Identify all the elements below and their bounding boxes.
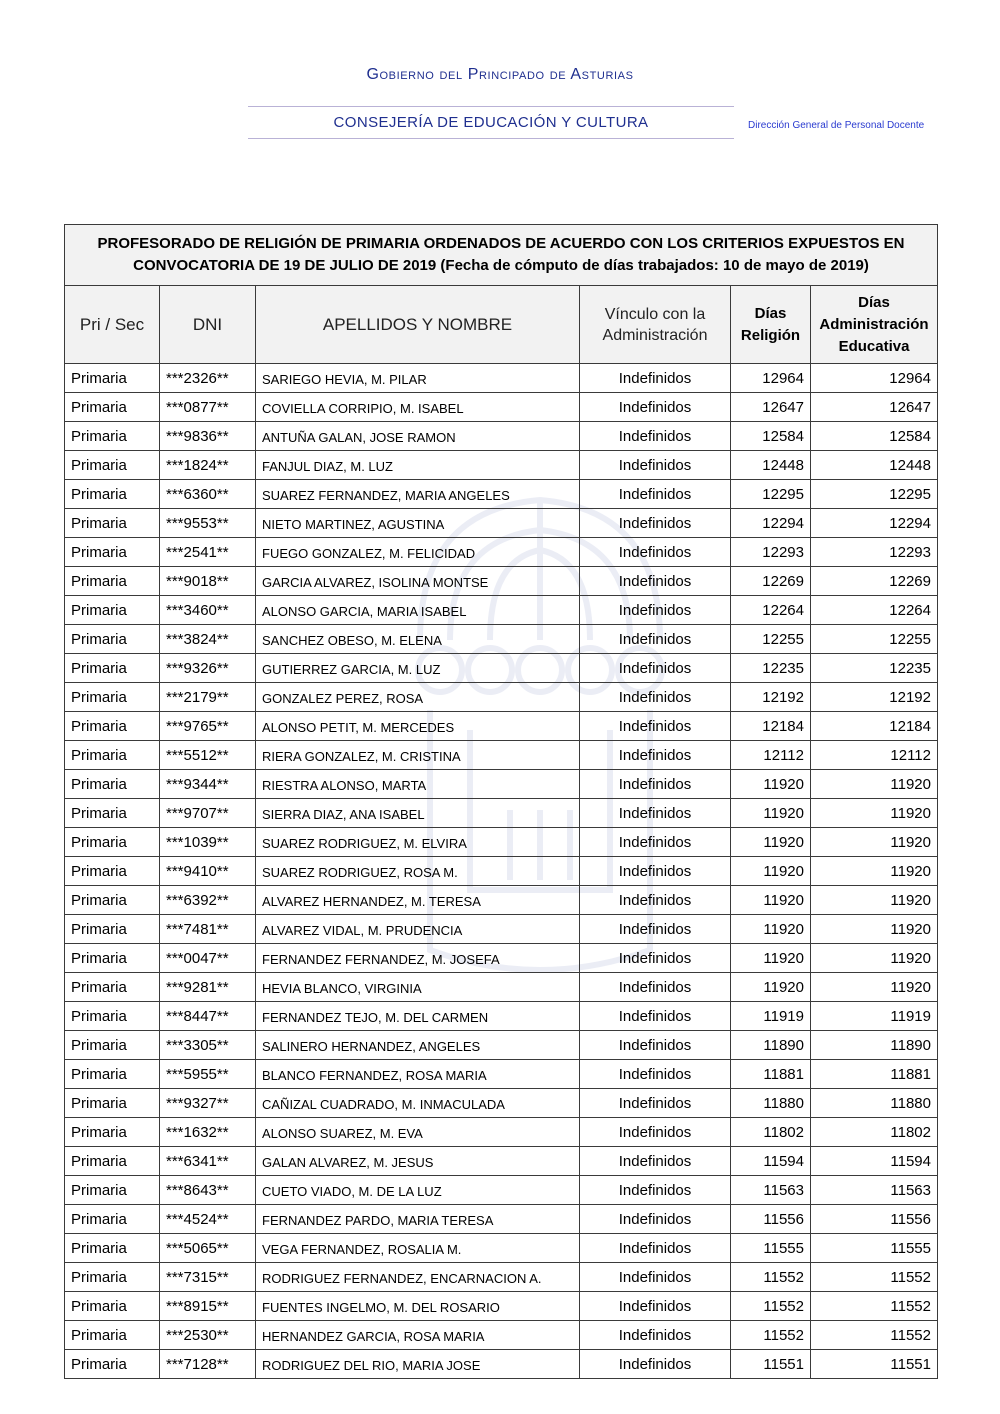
cell-dias-religion: 12584 bbox=[731, 422, 811, 451]
header-divider-bottom bbox=[248, 138, 734, 139]
cell-name: FERNANDEZ TEJO, M. DEL CARMEN bbox=[256, 1002, 580, 1031]
cell-dni: ***1039** bbox=[160, 828, 256, 857]
cell-tipo: Primaria bbox=[65, 915, 160, 944]
cell-dias-admin: 12964 bbox=[811, 364, 938, 393]
table-row bbox=[65, 683, 938, 712]
cell-dias-admin: 12184 bbox=[811, 712, 938, 741]
cell-dias-religion: 11920 bbox=[731, 770, 811, 799]
table-row bbox=[65, 364, 938, 393]
cell-vinculo: Indefinidos bbox=[580, 944, 731, 973]
cell-dias-religion: 11920 bbox=[731, 857, 811, 886]
cell-dias-religion: 12647 bbox=[731, 393, 811, 422]
cell-tipo: Primaria bbox=[65, 1089, 160, 1118]
cell-vinculo: Indefinidos bbox=[580, 683, 731, 712]
cell-dni: ***1632** bbox=[160, 1118, 256, 1147]
cell-name: HEVIA BLANCO, VIRGINIA bbox=[256, 973, 580, 1002]
cell-dias-religion: 12255 bbox=[731, 625, 811, 654]
cell-name: GUTIERREZ GARCIA, M. LUZ bbox=[256, 654, 580, 683]
cell-dni: ***9018** bbox=[160, 567, 256, 596]
cell-dni: ***0047** bbox=[160, 944, 256, 973]
cell-tipo: Primaria bbox=[65, 567, 160, 596]
cell-dni: ***2530** bbox=[160, 1321, 256, 1350]
cell-tipo: Primaria bbox=[65, 1263, 160, 1292]
cell-name: RIESTRA ALONSO, MARTA bbox=[256, 770, 580, 799]
cell-vinculo: Indefinidos bbox=[580, 1089, 731, 1118]
cell-tipo: Primaria bbox=[65, 770, 160, 799]
cell-dias-admin: 12264 bbox=[811, 596, 938, 625]
cell-tipo: Primaria bbox=[65, 886, 160, 915]
cell-tipo: Primaria bbox=[65, 712, 160, 741]
cell-vinculo: Indefinidos bbox=[580, 1002, 731, 1031]
cell-dias-religion: 11552 bbox=[731, 1263, 811, 1292]
cell-tipo: Primaria bbox=[65, 1205, 160, 1234]
cell-dias-religion: 12235 bbox=[731, 654, 811, 683]
column-header-vinculo-line2: Administración bbox=[602, 326, 708, 344]
table-row bbox=[65, 886, 938, 915]
cell-dni: ***9344** bbox=[160, 770, 256, 799]
cell-dias-religion: 12264 bbox=[731, 596, 811, 625]
table-title-line2: CONVOCATORIA DE 19 DE JULIO DE 2019 (Fecha de cómputo de días trabajados: 10 de mayo de 2019) bbox=[133, 257, 869, 274]
cell-dias-admin: 12584 bbox=[811, 422, 938, 451]
cell-dias-religion: 11919 bbox=[731, 1002, 811, 1031]
cell-dias-admin: 11552 bbox=[811, 1263, 938, 1292]
cell-dias-religion: 12294 bbox=[731, 509, 811, 538]
cell-dni: ***8643** bbox=[160, 1176, 256, 1205]
cell-dni: ***5955** bbox=[160, 1060, 256, 1089]
table-row bbox=[65, 1147, 938, 1176]
cell-vinculo: Indefinidos bbox=[580, 1321, 731, 1350]
cell-tipo: Primaria bbox=[65, 451, 160, 480]
cell-vinculo: Indefinidos bbox=[580, 625, 731, 654]
cell-dias-religion: 11552 bbox=[731, 1292, 811, 1321]
cell-name: NIETO MARTINEZ, AGUSTINA bbox=[256, 509, 580, 538]
cell-tipo: Primaria bbox=[65, 1031, 160, 1060]
column-header-dias-admin-line1: Días bbox=[858, 293, 890, 311]
cell-dias-admin: 12235 bbox=[811, 654, 938, 683]
cell-name: FANJUL DIAZ, M. LUZ bbox=[256, 451, 580, 480]
table-row bbox=[65, 828, 938, 857]
table-row bbox=[65, 393, 938, 422]
table-row bbox=[65, 1350, 938, 1379]
cell-dni: ***3460** bbox=[160, 596, 256, 625]
cell-name: SUAREZ FERNANDEZ, MARIA ANGELES bbox=[256, 480, 580, 509]
table-row bbox=[65, 1176, 938, 1205]
cell-name: FUENTES INGELMO, M. DEL ROSARIO bbox=[256, 1292, 580, 1321]
cell-dias-religion: 12295 bbox=[731, 480, 811, 509]
cell-dias-admin: 11920 bbox=[811, 828, 938, 857]
cell-dni: ***1824** bbox=[160, 451, 256, 480]
cell-dias-admin: 12112 bbox=[811, 741, 938, 770]
cell-vinculo: Indefinidos bbox=[580, 915, 731, 944]
cell-dni: ***8447** bbox=[160, 1002, 256, 1031]
government-header bbox=[0, 66, 1000, 84]
column-header-dias-admin-line2: Administración bbox=[819, 315, 929, 333]
table-title-line1: PROFESORADO DE RELIGIÓN DE PRIMARIA ORDENADOS DE ACUERDO CON LOS CRITERIOS EXPUESTOS EN bbox=[97, 235, 905, 252]
cell-dias-admin: 12269 bbox=[811, 567, 938, 596]
cell-vinculo: Indefinidos bbox=[580, 480, 731, 509]
table-row bbox=[65, 1118, 938, 1147]
cell-dias-admin: 12647 bbox=[811, 393, 938, 422]
cell-vinculo: Indefinidos bbox=[580, 1234, 731, 1263]
cell-vinculo: Indefinidos bbox=[580, 1292, 731, 1321]
table-row bbox=[65, 857, 938, 886]
cell-dias-religion: 11920 bbox=[731, 886, 811, 915]
cell-dni: ***9707** bbox=[160, 799, 256, 828]
column-header-dias-admin bbox=[811, 286, 938, 364]
cell-dni: ***7315** bbox=[160, 1263, 256, 1292]
cell-tipo: Primaria bbox=[65, 973, 160, 1002]
cell-tipo: Primaria bbox=[65, 944, 160, 973]
cell-tipo: Primaria bbox=[65, 1118, 160, 1147]
cell-name: SIERRA DIAZ, ANA ISABEL bbox=[256, 799, 580, 828]
cell-dias-religion: 11920 bbox=[731, 799, 811, 828]
cell-tipo: Primaria bbox=[65, 364, 160, 393]
cell-vinculo: Indefinidos bbox=[580, 654, 731, 683]
cell-name: ALONSO PETIT, M. MERCEDES bbox=[256, 712, 580, 741]
column-header-dias-religion-line1: Días bbox=[754, 304, 787, 322]
cell-dias-religion: 12192 bbox=[731, 683, 811, 712]
cell-dni: ***0877** bbox=[160, 393, 256, 422]
cell-dias-admin: 11555 bbox=[811, 1234, 938, 1263]
cell-name: SALINERO HERNANDEZ, ANGELES bbox=[256, 1031, 580, 1060]
cell-tipo: Primaria bbox=[65, 1350, 160, 1379]
column-header-vinculo bbox=[580, 286, 731, 364]
cell-dni: ***6392** bbox=[160, 886, 256, 915]
cell-tipo: Primaria bbox=[65, 1176, 160, 1205]
cell-dni: ***9326** bbox=[160, 654, 256, 683]
cell-dias-admin: 11880 bbox=[811, 1089, 938, 1118]
table-row bbox=[65, 654, 938, 683]
cell-dias-religion: 12448 bbox=[731, 451, 811, 480]
cell-dias-admin: 11594 bbox=[811, 1147, 938, 1176]
cell-dias-religion: 11920 bbox=[731, 973, 811, 1002]
cell-tipo: Primaria bbox=[65, 1292, 160, 1321]
cell-tipo: Primaria bbox=[65, 538, 160, 567]
cell-dni: ***9765** bbox=[160, 712, 256, 741]
cell-dni: ***9410** bbox=[160, 857, 256, 886]
cell-name: ALONSO SUAREZ, M. EVA bbox=[256, 1118, 580, 1147]
cell-name: ALONSO GARCIA, MARIA ISABEL bbox=[256, 596, 580, 625]
cell-dias-admin: 11920 bbox=[811, 944, 938, 973]
cell-dias-religion: 11551 bbox=[731, 1350, 811, 1379]
table-row bbox=[65, 1031, 938, 1060]
cell-dni: ***7128** bbox=[160, 1350, 256, 1379]
cell-dias-admin: 11920 bbox=[811, 886, 938, 915]
cell-dias-admin: 12448 bbox=[811, 451, 938, 480]
cell-name: RODRIGUEZ DEL RIO, MARIA JOSE bbox=[256, 1350, 580, 1379]
cell-vinculo: Indefinidos bbox=[580, 364, 731, 393]
table-row bbox=[65, 509, 938, 538]
cell-dias-religion: 11880 bbox=[731, 1089, 811, 1118]
cell-dni: ***4524** bbox=[160, 1205, 256, 1234]
cell-name: GARCIA ALVAREZ, ISOLINA MONTSE bbox=[256, 567, 580, 596]
cell-name: RIERA GONZALEZ, M. CRISTINA bbox=[256, 741, 580, 770]
cell-dias-admin: 11556 bbox=[811, 1205, 938, 1234]
cell-name: SARIEGO HEVIA, M. PILAR bbox=[256, 364, 580, 393]
cell-dias-admin: 11881 bbox=[811, 1060, 938, 1089]
cell-name: ANTUÑA GALAN, JOSE RAMON bbox=[256, 422, 580, 451]
cell-name: BLANCO FERNANDEZ, ROSA MARIA bbox=[256, 1060, 580, 1089]
cell-vinculo: Indefinidos bbox=[580, 1205, 731, 1234]
cell-dni: ***9836** bbox=[160, 422, 256, 451]
cell-dias-religion: 11556 bbox=[731, 1205, 811, 1234]
cell-dias-admin: 11551 bbox=[811, 1350, 938, 1379]
cell-name: GALAN ALVAREZ, M. JESUS bbox=[256, 1147, 580, 1176]
table-row bbox=[65, 1205, 938, 1234]
cell-dias-admin: 12255 bbox=[811, 625, 938, 654]
cell-name: RODRIGUEZ FERNANDEZ, ENCARNACION A. bbox=[256, 1263, 580, 1292]
cell-tipo: Primaria bbox=[65, 799, 160, 828]
cell-dias-admin: 11802 bbox=[811, 1118, 938, 1147]
table-row bbox=[65, 1292, 938, 1321]
cell-dias-admin: 11552 bbox=[811, 1292, 938, 1321]
cell-vinculo: Indefinidos bbox=[580, 1118, 731, 1147]
table-row bbox=[65, 770, 938, 799]
cell-dias-religion: 11920 bbox=[731, 944, 811, 973]
cell-name: CUETO VIADO, M. DE LA LUZ bbox=[256, 1176, 580, 1205]
table-row bbox=[65, 973, 938, 1002]
cell-vinculo: Indefinidos bbox=[580, 799, 731, 828]
cell-vinculo: Indefinidos bbox=[580, 770, 731, 799]
cell-dni: ***5512** bbox=[160, 741, 256, 770]
cell-dni: ***6341** bbox=[160, 1147, 256, 1176]
table-row bbox=[65, 422, 938, 451]
cell-name: GONZALEZ PEREZ, ROSA bbox=[256, 683, 580, 712]
cell-dias-admin: 11919 bbox=[811, 1002, 938, 1031]
column-header-dias-religion-line2: Religión bbox=[740, 326, 801, 344]
cell-vinculo: Indefinidos bbox=[580, 973, 731, 1002]
cell-dias-religion: 12112 bbox=[731, 741, 811, 770]
table-row bbox=[65, 915, 938, 944]
cell-name: COVIELLA CORRIPIO, M. ISABEL bbox=[256, 393, 580, 422]
cell-dias-admin: 11920 bbox=[811, 770, 938, 799]
cell-dni: ***2179** bbox=[160, 683, 256, 712]
table-row bbox=[65, 625, 938, 654]
cell-vinculo: Indefinidos bbox=[580, 509, 731, 538]
cell-dias-religion: 11881 bbox=[731, 1060, 811, 1089]
cell-dias-religion: 11920 bbox=[731, 915, 811, 944]
cell-tipo: Primaria bbox=[65, 741, 160, 770]
cell-tipo: Primaria bbox=[65, 1060, 160, 1089]
cell-dias-admin: 11563 bbox=[811, 1176, 938, 1205]
cell-dni: ***8915** bbox=[160, 1292, 256, 1321]
cell-name: FERNANDEZ FERNANDEZ, M. JOSEFA bbox=[256, 944, 580, 973]
cell-vinculo: Indefinidos bbox=[580, 1176, 731, 1205]
cell-vinculo: Indefinidos bbox=[580, 1147, 731, 1176]
cell-tipo: Primaria bbox=[65, 509, 160, 538]
column-header-dias-admin-line3: Educativa bbox=[838, 337, 910, 355]
cell-dias-religion: 11890 bbox=[731, 1031, 811, 1060]
table-row bbox=[65, 1263, 938, 1292]
table-row bbox=[65, 480, 938, 509]
department-name: CONSEJERÍA DE EDUCACIÓN Y CULTURA bbox=[333, 114, 649, 131]
cell-tipo: Primaria bbox=[65, 828, 160, 857]
cell-tipo: Primaria bbox=[65, 596, 160, 625]
cell-dias-religion: 12964 bbox=[731, 364, 811, 393]
table-row bbox=[65, 712, 938, 741]
cell-name: SANCHEZ OBESO, M. ELENA bbox=[256, 625, 580, 654]
cell-dias-religion: 12184 bbox=[731, 712, 811, 741]
cell-dias-religion: 12269 bbox=[731, 567, 811, 596]
header-divider-top bbox=[248, 106, 734, 107]
cell-dni: ***2326** bbox=[160, 364, 256, 393]
cell-vinculo: Indefinidos bbox=[580, 828, 731, 857]
cell-dias-religion: 11802 bbox=[731, 1118, 811, 1147]
government-name: Gobierno del Principado de Asturias bbox=[366, 66, 634, 83]
table-row bbox=[65, 1321, 938, 1350]
table-row bbox=[65, 1060, 938, 1089]
cell-dni: ***3305** bbox=[160, 1031, 256, 1060]
cell-dias-religion: 11563 bbox=[731, 1176, 811, 1205]
cell-dias-religion: 11552 bbox=[731, 1321, 811, 1350]
cell-vinculo: Indefinidos bbox=[580, 741, 731, 770]
cell-tipo: Primaria bbox=[65, 654, 160, 683]
table-body bbox=[65, 364, 938, 1379]
table-row bbox=[65, 1234, 938, 1263]
table-title bbox=[65, 225, 938, 286]
cell-vinculo: Indefinidos bbox=[580, 451, 731, 480]
cell-dni: ***9327** bbox=[160, 1089, 256, 1118]
cell-vinculo: Indefinidos bbox=[580, 567, 731, 596]
cell-name: SUAREZ RODRIGUEZ, M. ELVIRA bbox=[256, 828, 580, 857]
table-row bbox=[65, 538, 938, 567]
table-row bbox=[65, 944, 938, 973]
cell-vinculo: Indefinidos bbox=[580, 596, 731, 625]
column-header-name: APELLIDOS Y NOMBRE bbox=[256, 286, 580, 364]
cell-vinculo: Indefinidos bbox=[580, 886, 731, 915]
cell-dias-admin: 11920 bbox=[811, 973, 938, 1002]
cell-name: CAÑIZAL CUADRADO, M. INMACULADA bbox=[256, 1089, 580, 1118]
cell-vinculo: Indefinidos bbox=[580, 422, 731, 451]
cell-dni: ***9553** bbox=[160, 509, 256, 538]
cell-dias-admin: 11920 bbox=[811, 915, 938, 944]
table-row bbox=[65, 799, 938, 828]
cell-tipo: Primaria bbox=[65, 1321, 160, 1350]
cell-dias-religion: 11555 bbox=[731, 1234, 811, 1263]
directorate-name: Dirección General de Personal Docente bbox=[748, 120, 925, 131]
cell-tipo: Primaria bbox=[65, 422, 160, 451]
teachers-table bbox=[64, 224, 938, 1379]
cell-tipo: Primaria bbox=[65, 1002, 160, 1031]
table-row bbox=[65, 451, 938, 480]
table-row bbox=[65, 1089, 938, 1118]
cell-name: HERNANDEZ GARCIA, ROSA MARIA bbox=[256, 1321, 580, 1350]
cell-dias-admin: 11552 bbox=[811, 1321, 938, 1350]
column-header-vinculo-line1: Vínculo con la bbox=[604, 305, 706, 323]
cell-dias-admin: 11920 bbox=[811, 799, 938, 828]
cell-dias-religion: 12293 bbox=[731, 538, 811, 567]
cell-tipo: Primaria bbox=[65, 480, 160, 509]
cell-tipo: Primaria bbox=[65, 625, 160, 654]
column-header-dias-religion bbox=[731, 286, 811, 364]
table-row bbox=[65, 741, 938, 770]
cell-dias-admin: 12192 bbox=[811, 683, 938, 712]
cell-tipo: Primaria bbox=[65, 1147, 160, 1176]
table-row bbox=[65, 567, 938, 596]
cell-vinculo: Indefinidos bbox=[580, 1350, 731, 1379]
cell-dias-admin: 12293 bbox=[811, 538, 938, 567]
cell-tipo: Primaria bbox=[65, 683, 160, 712]
cell-dias-admin: 12294 bbox=[811, 509, 938, 538]
cell-vinculo: Indefinidos bbox=[580, 1060, 731, 1089]
cell-dni: ***3824** bbox=[160, 625, 256, 654]
cell-tipo: Primaria bbox=[65, 857, 160, 886]
cell-vinculo: Indefinidos bbox=[580, 393, 731, 422]
cell-dni: ***2541** bbox=[160, 538, 256, 567]
cell-name: FERNANDEZ PARDO, MARIA TERESA bbox=[256, 1205, 580, 1234]
cell-name: ALVAREZ VIDAL, M. PRUDENCIA bbox=[256, 915, 580, 944]
cell-vinculo: Indefinidos bbox=[580, 1263, 731, 1292]
cell-dni: ***7481** bbox=[160, 915, 256, 944]
cell-dni: ***6360** bbox=[160, 480, 256, 509]
cell-vinculo: Indefinidos bbox=[580, 538, 731, 567]
cell-dias-admin: 11920 bbox=[811, 857, 938, 886]
column-header-tipo: Pri / Sec bbox=[65, 286, 160, 364]
cell-vinculo: Indefinidos bbox=[580, 857, 731, 886]
cell-tipo: Primaria bbox=[65, 1234, 160, 1263]
cell-vinculo: Indefinidos bbox=[580, 712, 731, 741]
cell-name: SUAREZ RODRIGUEZ, ROSA M. bbox=[256, 857, 580, 886]
cell-vinculo: Indefinidos bbox=[580, 1031, 731, 1060]
cell-dni: ***5065** bbox=[160, 1234, 256, 1263]
cell-dias-admin: 11890 bbox=[811, 1031, 938, 1060]
cell-tipo: Primaria bbox=[65, 393, 160, 422]
cell-name: VEGA FERNANDEZ, ROSALIA M. bbox=[256, 1234, 580, 1263]
cell-dias-religion: 11920 bbox=[731, 828, 811, 857]
cell-dias-admin: 12295 bbox=[811, 480, 938, 509]
cell-dni: ***9281** bbox=[160, 973, 256, 1002]
cell-dias-religion: 11594 bbox=[731, 1147, 811, 1176]
table-row bbox=[65, 1002, 938, 1031]
table-row bbox=[65, 596, 938, 625]
column-header-dni: DNI bbox=[160, 286, 256, 364]
cell-name: FUEGO GONZALEZ, M. FELICIDAD bbox=[256, 538, 580, 567]
cell-name: ALVAREZ HERNANDEZ, M. TERESA bbox=[256, 886, 580, 915]
